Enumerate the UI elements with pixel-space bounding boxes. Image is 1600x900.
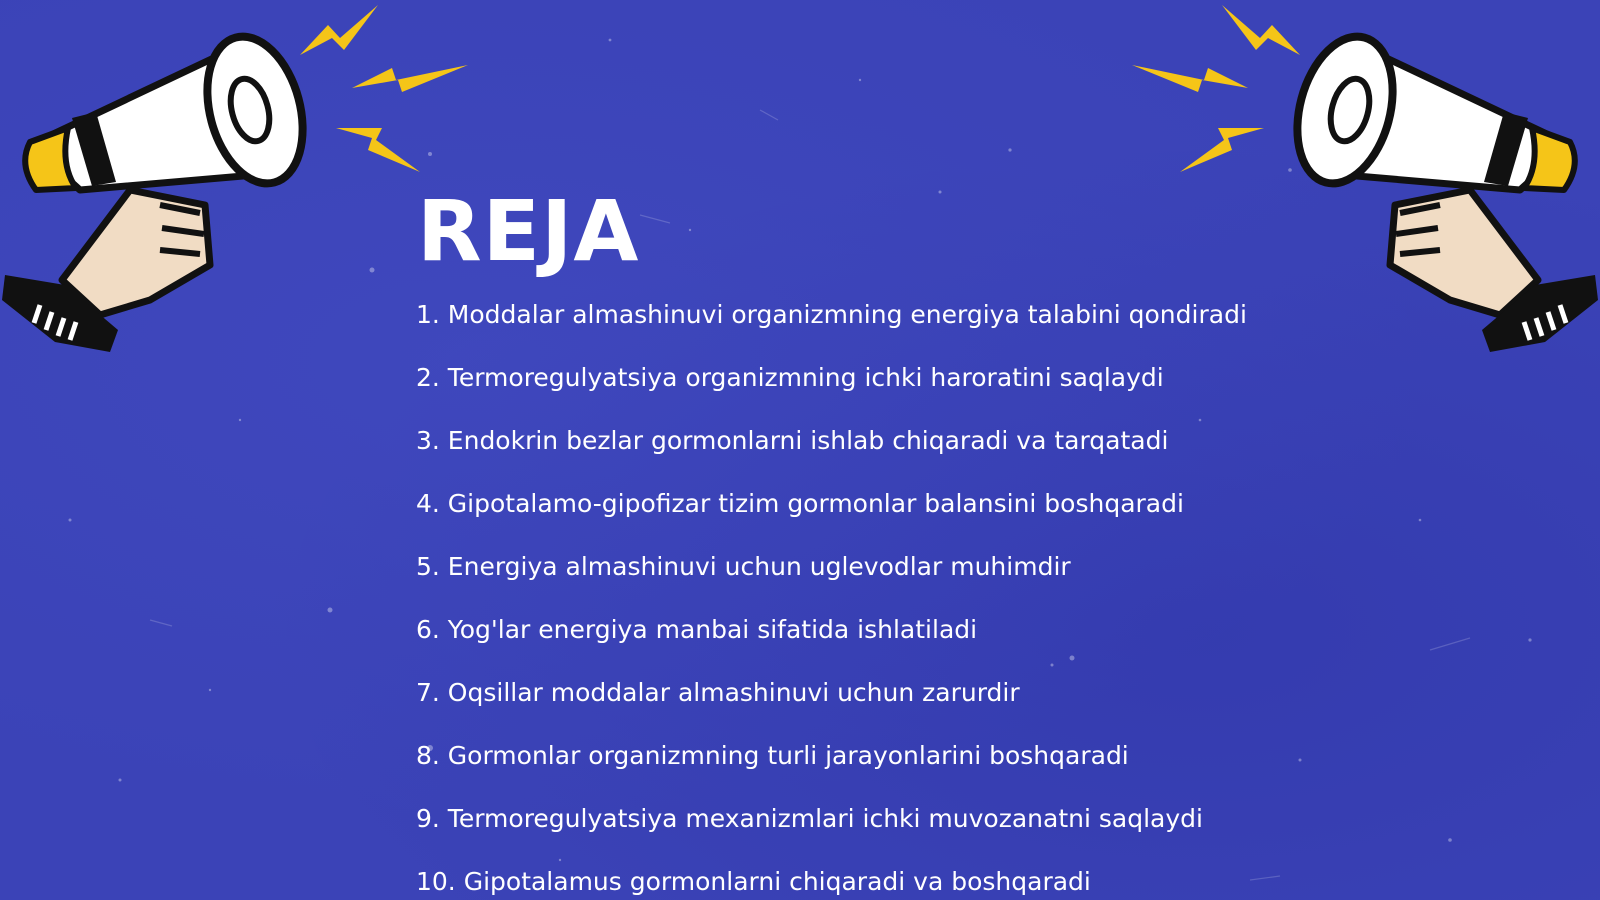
lightning-bolt-icon [300, 5, 378, 55]
lightning-bolt-icon [1132, 65, 1248, 92]
plan-list [416, 290, 1316, 900]
lightning-bolt-icon [1180, 128, 1264, 172]
slide-title: REJA [417, 182, 640, 280]
list-item: 10. Gipotalamus gormonlarni chiqaradi va boshqaradi [416, 867, 1091, 896]
lightning-bolt-icon [336, 128, 420, 172]
lightning-bolt-icon [352, 65, 468, 92]
list-item: 9. Termoregulyatsiya mexanizmlari ichki muvozanatni saqlaydi [416, 804, 1203, 833]
list-item: 3. Endokrin bezlar gormonlarni ishlab chiqaradi va tarqatadi [416, 426, 1169, 455]
list-item: 7. Oqsillar moddalar almashinuvi uchun zarurdir [416, 678, 1020, 707]
list-item: 6. Yog'lar energiya manbai sifatida ishlatiladi [416, 615, 978, 644]
lightning-bolt-icon [1222, 5, 1300, 55]
list-item: 8. Gormonlar organizmning turli jarayonlarini boshqaradi [416, 741, 1129, 770]
list-item: 4. Gipotalamo-gipofizar tizim gormonlar balansini boshqaradi [416, 489, 1184, 518]
list-item: 2. Termoregulyatsiya organizmning ichki haroratini saqlaydi [416, 363, 1164, 392]
list-item: 1. Moddalar almashinuvi organizmning energiya talabini qondiradi [416, 300, 1247, 329]
megaphone-left-icon [0, 0, 480, 370]
list-item: 5. Energiya almashinuvi uchun uglevodlar muhimdir [416, 552, 1071, 581]
